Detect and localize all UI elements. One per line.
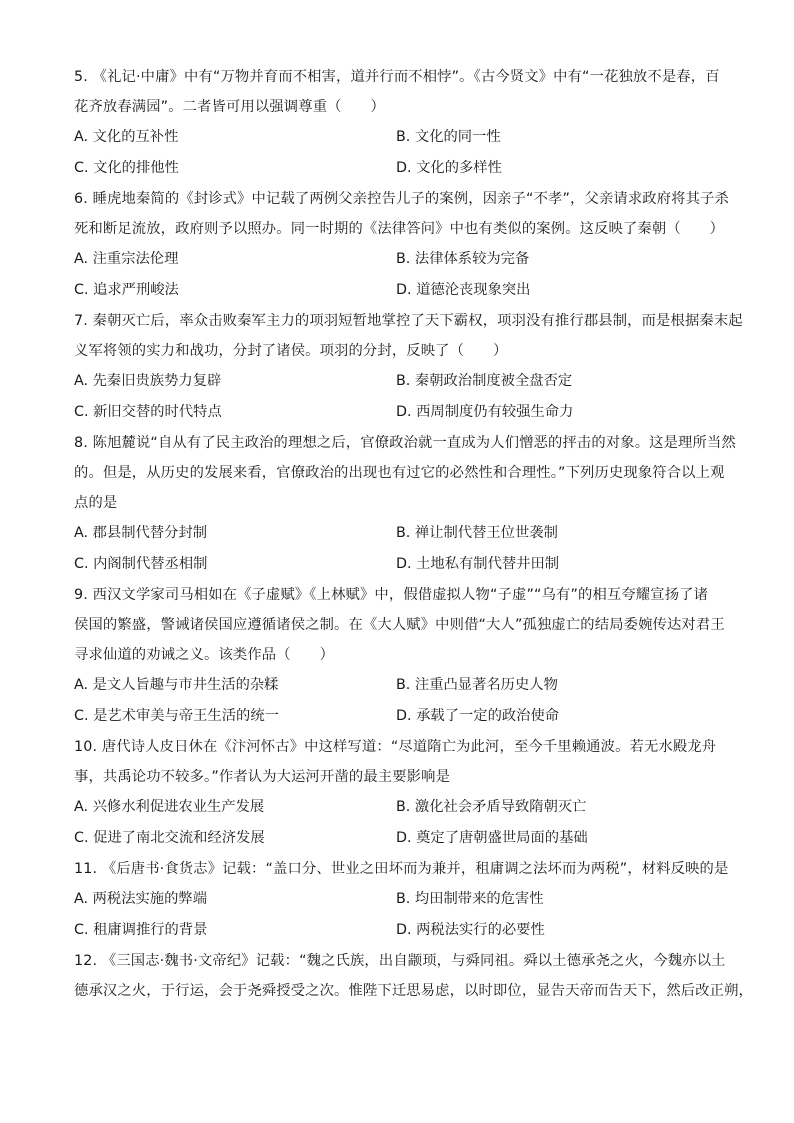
option-b: B. 激化社会矛盾导致隋朝灭亡 [396, 799, 587, 815]
question-text-line: 11. 《后唐书·食货志》记载：“盖口分、世业之田坏而为兼并，租庸调之法坏而为两税”，材料反映的是 [74, 861, 729, 877]
exam-page [74, 62, 753, 1006]
option-d: D. 奠定了唐朝盛世局面的基础 [396, 830, 588, 846]
question-6 [74, 184, 734, 306]
option-d: D. 道德沦丧现象突出 [396, 282, 531, 298]
question-text-line: 的。但是，从历史的发展来看，官僚政治的出现也有过它的必然性和合理性。”下列历史现象符合以上观 [74, 465, 725, 481]
question-text-line: 7. 秦朝灭亡后，率众击败秦军主力的项羽短暂地掌控了天下霸权，项羽没有推行郡县制，而是根据秦末起 [74, 313, 743, 329]
option-c: C. 促进了南北交流和经济发展 [74, 830, 265, 846]
option-row [74, 915, 734, 946]
option-b: B. 秦朝政治制度被全盘否定 [396, 373, 573, 389]
option-b: B. 注重凸显著名历史人物 [396, 677, 558, 693]
question-5 [74, 62, 734, 184]
option-c: C. 文化的排他性 [74, 160, 179, 176]
question-7 [74, 306, 743, 428]
question-text-line: 点的是 [74, 495, 118, 511]
question-9 [74, 580, 734, 732]
option-row [74, 823, 734, 854]
option-row [74, 366, 734, 397]
question-text-line: 9. 西汉文学家司马相如在《子虚赋》《上林赋》中，假借虚拟人物“子虚”“乌有”的相互夸耀宣扬了诸 [74, 587, 709, 603]
option-row [74, 244, 734, 275]
option-a: A. 两税法实施的弊端 [74, 891, 207, 907]
option-row [74, 701, 734, 732]
option-row [74, 153, 734, 184]
option-c: C. 是艺术审美与帝王生活的统一 [74, 708, 279, 724]
question-text-line: 事，共禹论功不较多。”作者认为大运河开凿的最主要影响是 [74, 769, 451, 785]
question-text-line: 侯国的繁盛，警诫诸侯国应遵循诸侯之制。在《大人赋》中则借“大人”孤独虚亡的结局委婉传达对君王 [74, 617, 725, 633]
option-a: A. 是文人旨趣与市井生活的杂糅 [74, 677, 279, 693]
option-b: B. 文化的同一性 [396, 129, 501, 145]
question-text-line: 6. 睡虎地秦简的《封诊式》中记载了两例父亲控告儿子的案例，因亲子“不孝”，父亲请求政府将其子杀 [74, 191, 729, 207]
option-d: D. 文化的多样性 [396, 160, 502, 176]
question-text-line: 死和断足流放，政府则予以照办。同一时期的《法律答问》中也有类似的案例。这反映了秦朝（ ） [74, 221, 725, 237]
option-a: A. 先秦旧贵族势力复辟 [74, 373, 222, 389]
option-d: D. 承载了一定的政治使命 [396, 708, 560, 724]
question-text-line: 12. 《三国志·魏书·文帝纪》记载：“魏之氏族，出自颛顼，与舜同祖。舜以土德承尧之火，今魏亦以土 [74, 953, 726, 969]
question-11 [74, 854, 734, 946]
option-row [74, 122, 734, 153]
option-d: D. 两税法实行的必要性 [396, 922, 545, 938]
option-a: A. 兴修水利促进农业生产发展 [74, 799, 265, 815]
question-text-line: 义军将领的实力和战功，分封了诸侯。项羽的分封，反映了（ ） [74, 343, 508, 359]
option-b: B. 均田制带来的危害性 [396, 891, 544, 907]
question-text-line: 花齐放春满园”。二者皆可用以强调尊重（ ） [74, 99, 385, 115]
question-text-line: 10. 唐代诗人皮日休在《汴河怀古》中这样写道：“尽道隋亡为此河，至今千里赖通波。若无水殿龙舟 [74, 739, 717, 755]
option-c: C. 租庸调推行的背景 [74, 922, 208, 938]
question-text-line: 德承汉之火，于行运，会于尧舜授受之次。惟陛下迁思易虑，以时即位，显告天帝而告天下，然后改正朔， [74, 983, 753, 999]
option-row [74, 518, 734, 549]
question-text-line: 5. 《礼记·中庸》中有“万物并育而不相害，道并行而不相悖”。《古今贤文》中有“一花独放不是春，百 [74, 69, 720, 85]
option-b: B. 法律体系较为完备 [396, 251, 530, 267]
question-12 [74, 946, 753, 1006]
option-c: C. 新旧交替的时代特点 [74, 404, 222, 420]
question-8 [74, 428, 734, 580]
option-c: C. 内阁制代替丞相制 [74, 556, 208, 572]
option-a: A. 郡县制代替分封制 [74, 525, 207, 541]
option-row [74, 792, 734, 823]
option-c: C. 追求严刑峻法 [74, 282, 179, 298]
option-row [74, 884, 734, 915]
option-d: D. 西周制度仍有较强生命力 [396, 404, 574, 420]
question-text-line: 8. 陈旭麓说“自从有了民主政治的理想之后，官僚政治就一直成为人们憎恶的抨击的对象。这是理所当然 [74, 435, 736, 451]
option-row [74, 275, 734, 306]
option-b: B. 禅让制代替王位世袭制 [396, 525, 558, 541]
option-a: A. 注重宗法伦理 [74, 251, 179, 267]
question-text-line: 寻求仙道的劝诫之义。该类作品（ ） [74, 647, 335, 663]
option-d: D. 土地私有制代替井田制 [396, 556, 560, 572]
option-a: A. 文化的互补性 [74, 129, 179, 145]
option-row [74, 397, 734, 428]
question-10 [74, 732, 734, 854]
option-row [74, 670, 734, 701]
option-row [74, 549, 734, 580]
